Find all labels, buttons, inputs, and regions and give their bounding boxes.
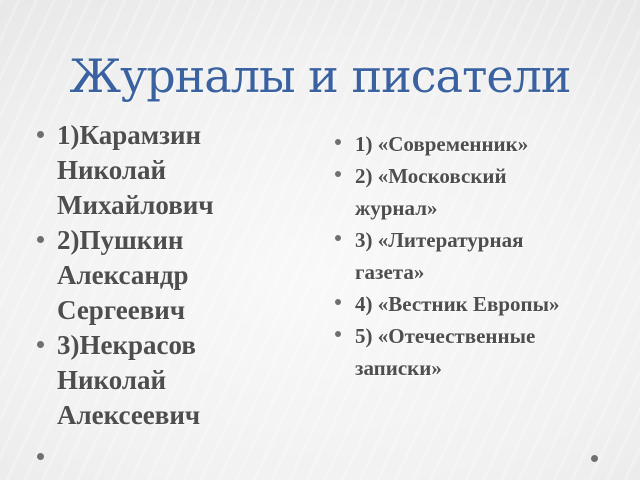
bullet-dot-icon	[335, 171, 341, 177]
list-item	[320, 160, 572, 224]
trailing-bullet-right-icon	[591, 455, 598, 462]
bullet-dot-icon	[37, 236, 44, 243]
bullet-dot-icon	[335, 139, 341, 145]
bullet-dot-icon	[335, 299, 341, 305]
bullet-dot-icon	[37, 131, 44, 138]
list-item-text: 3) «Литературная газета»	[355, 228, 524, 284]
list-item-text: 2) «Московский журнал»	[355, 164, 507, 220]
journals-list	[320, 128, 572, 384]
bullet-dot-icon	[335, 235, 341, 241]
writers-list	[30, 118, 257, 433]
list-item-text: 5) «Отечественные записки»	[355, 324, 536, 380]
list-item-text: 1) «Современник»	[355, 132, 529, 156]
bullet-dot-icon	[37, 341, 44, 348]
list-item	[320, 320, 572, 384]
slide-title: Журналы и писатели	[69, 49, 571, 103]
list-item-text: 4) «Вестник Европы»	[355, 292, 560, 316]
list-item-text: 3)Некрасов Николай Алексеевич	[57, 330, 201, 430]
list-item	[30, 328, 257, 433]
list-item	[30, 223, 257, 328]
list-item	[320, 128, 572, 160]
list-item	[320, 224, 572, 288]
list-item	[320, 288, 572, 320]
bullet-dot-icon	[335, 331, 341, 337]
list-item	[30, 118, 257, 223]
trailing-bullet-left-icon	[37, 453, 44, 460]
list-item-text: 1)Карамзин Николай Михайлович	[57, 120, 214, 220]
list-item-text: 2)Пушкин Александр Сергеевич	[57, 225, 189, 325]
